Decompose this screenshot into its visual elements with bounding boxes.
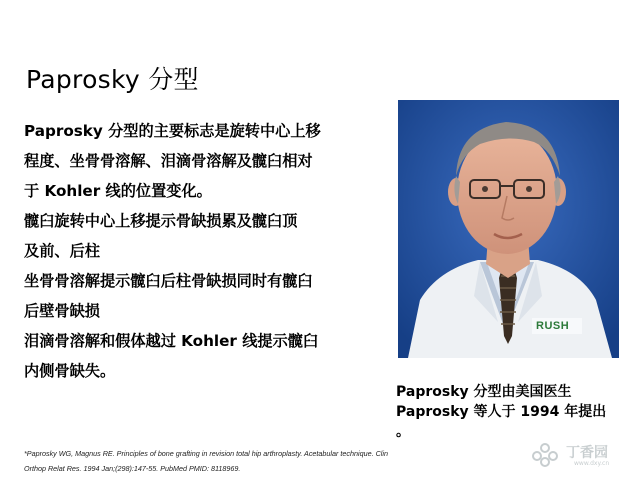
body-line: Paprosky 分型的主要标志是旋转中心上移 [24,122,321,140]
watermark-url: www.dxy.cn [574,460,610,467]
body-line: 泪滴骨溶解和假体越过 Kohler 线提示髋臼 [24,332,319,350]
body-line: 后壁骨缺损 [24,302,100,320]
body-line: 及前、后柱 [24,242,100,260]
dxy-watermark [528,440,628,470]
coat-badge-text: RUSH [536,320,570,332]
dxy-logo-icon [528,440,562,470]
body-line: 坐骨骨溶解提示髋臼后柱骨缺损同时有髋臼 [24,272,313,290]
portrait-photo [398,100,619,358]
reference-footnote [24,446,524,476]
slide-title: Paprosky 分型 [26,65,199,94]
footnote-line: *Paprosky WG, Magnus RE. Principles of bone grafting in revision total hip arthroplasty. Acetabular technique. Clin [24,449,388,458]
body-line: 内侧骨缺失。 [24,362,116,380]
body-line: 髋臼旋转中心上移提示骨缺损累及髋臼顶 [24,212,298,230]
caption-line: Paprosky 等人于 1994 年提出 [396,404,607,420]
watermark-name: 丁香园 [566,445,608,461]
caption-line: 。 [396,424,410,440]
body-text [24,116,374,386]
body-line: 程度、坐骨骨溶解、泪滴骨溶解及髋臼相对 [24,152,313,170]
photo-caption [396,382,628,442]
footnote-line: Orthop Relat Res. 1994 Jan;(298):147-55. PubMed PMID: 8118969. [24,464,241,473]
body-line: 于 Kohler 线的位置变化。 [24,182,212,200]
caption-line: Paprosky 分型由美国医生 [396,384,572,400]
